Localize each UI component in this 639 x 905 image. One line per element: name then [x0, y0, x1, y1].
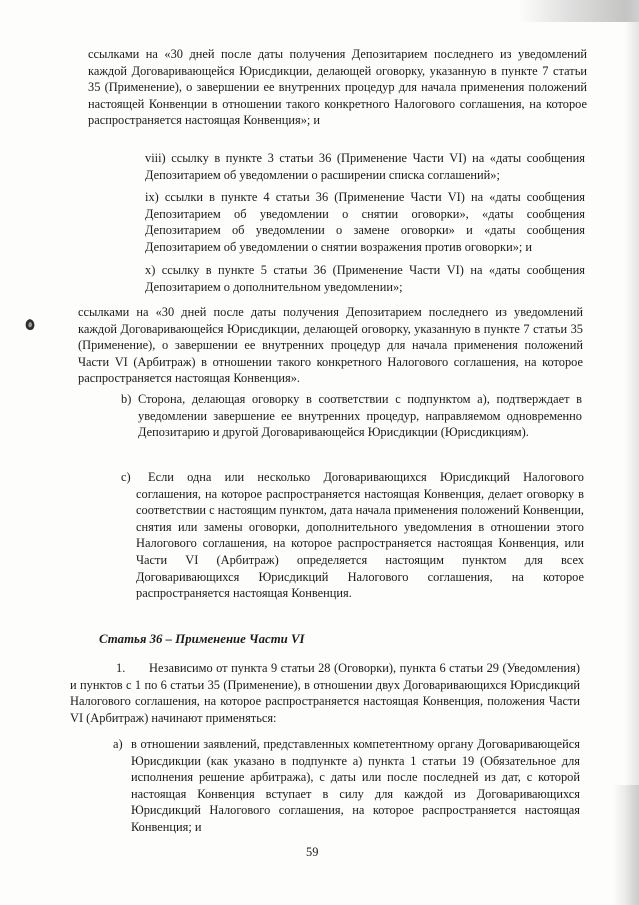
list-item-x: x) ссылку в пункте 5 статьи 36 (Применение Части VI) на «даты сообщения Депозитарием о дополнительном уведомлении»;	[145, 263, 585, 294]
scan-edge-shadow	[625, 0, 639, 905]
list-marker-a: а)	[113, 737, 123, 751]
section-heading: Статья 36 – Применение Части VI	[99, 632, 305, 646]
paragraph-number-1: 1.	[116, 661, 126, 675]
list-marker-c: c)	[121, 470, 131, 484]
paragraph-references: ссылками на «30 дней после даты получения Депозитарием последнего из уведомлений каждой Договаривающейся Юрисдикции, делающей оговорку, указанную в пункте 7 статьи 35 (Применение), о завершении ее внутренних процедур для начала применения положений Части VI (Арбитраж) в отношении такого конкретного Налогового соглашения, на которое распространяется настоящая Конвенция».	[78, 305, 583, 386]
list-item-ix: ix) ссылки в пункте 4 статьи 36 (Применение Части VI) на «даты сообщения Депозитарием об уведомлении о снятии оговорки», «даты сообщения Депозитарием об уведомлении о замене оговорки» и «даты сообщения Депозитарием об уведомлении о снятии возражения против оговорки»; и	[145, 190, 585, 254]
list-item-a: в отношении заявлений, представленных компетентному органу Договаривающейся Юрисдикции (как указано в подпункте а) пункта 1 статьи 19 (Обязательное для исполнения решение арбитража), с даты или после последней из дат, с которой настоящая Конвенция вступает в силу для каждой из Договаривающихся Юрисдикций Налогового соглашения, на которое распространяется настоящая Конвенция; и	[131, 737, 580, 834]
paragraph-1: Независимо от пункта 9 статьи 28 (Оговорки), пункта 6 статьи 29 (Уведомления) и пунктов с 1 по 6 статьи 35 (Применение), в отношении двух Договаривающихся Юрисдикций Налогового соглашения, на которое распространяется настоящая Конвенция, положения Части VI (Арбитраж) начинают применяться:	[70, 661, 580, 725]
list-item-viii: viii) ссылку в пункте 3 статьи 36 (Применение Части VI) на «даты сообщения Депозитарием об уведомлении о расширении списка соглашений»;	[145, 151, 585, 182]
hole-punch-mark-icon	[24, 318, 36, 332]
list-item-b: Сторона, делающая оговорку в соответствии с подпунктом а), подтверждает в уведомлении завершение ее внутренних процедур, направляемом одновременно Депозитарию и другой Договаривающейся Юрисдикции (Юрисдикциям).	[138, 392, 582, 440]
paragraph-continuation: ссылками на «30 дней после даты получения Депозитарием последнего из уведомлений каждой Договаривающейся Юрисдикции, делающей оговорку, указанную в пункте 7 статьи 35 (Применение), о завершении ее внутренних процедур для начала применения положений настоящей Конвенции в отношении такого конкретного Налогового соглашения, на которое распространяется настоящая Конвенция»; и	[88, 47, 587, 128]
page-number: 59	[306, 845, 319, 859]
list-item-c: Если одна или несколько Договаривающихся Юрисдикций Налогового соглашения, на которое распространяется настоящая Конвенция, делает оговорку в соответствии с настоящим пунктом, дата начала применения положений Конвенции, снятия или замены оговорки, дополнительного уведомления в отношении этого Налогового соглашения, на которое распространяется настоящая Конвенция, или Части VI (Арбитраж) определяется настоящим пунктом для всех Договаривающихся Юрисдикций Налогового соглашения, на которое распространяется настоящая Конвенция.	[136, 470, 584, 601]
scan-edge-shadow	[613, 785, 639, 905]
scan-edge-shadow	[519, 0, 639, 22]
list-marker-b: b)	[121, 392, 132, 406]
